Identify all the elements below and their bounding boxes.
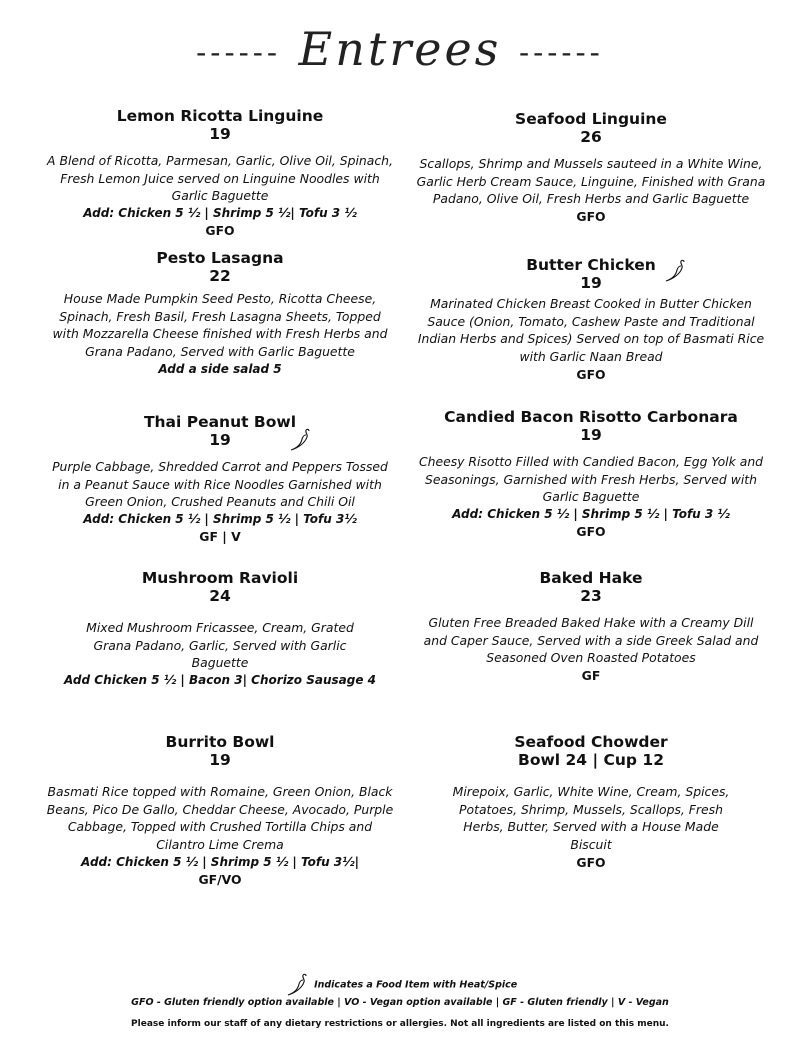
item-addons: Add: Chicken 5 ½ | Shrimp 5 ½ | Tofu 3 ½ <box>452 507 730 522</box>
item-name: Seafood Linguine <box>515 110 667 128</box>
item-dietary-tag: GFO <box>576 209 606 225</box>
item-price: 26 <box>580 128 602 146</box>
chili-pepper-icon <box>283 972 311 998</box>
spice-legend <box>0 972 800 998</box>
menu-item-seafood-linguine <box>416 110 766 225</box>
item-price: 19 <box>580 426 602 444</box>
spice-legend-text: Indicates a Food Item with Heat/Spice <box>314 979 518 991</box>
item-name: Burrito Bowl <box>165 733 275 751</box>
title-left-dashes: ------ <box>196 35 281 71</box>
item-description: Scallops, Shrimp and Mussels sauteed in a White Wine, Garlic Herb Cream Sauce, Linguine, Finished with Grana Padano, Olive Oil, Fresh Herbs and Garlic Baguette <box>416 156 766 207</box>
item-dietary-tag: GFO <box>205 223 235 239</box>
item-description: Gluten Free Breaded Baked Hake with a Creamy Dill and Caper Sauce, Served with a side Greek Salad and Seasoned Oven Roasted Potatoes <box>423 615 759 666</box>
item-price: 22 <box>209 267 231 285</box>
menu-item-butter-chicken <box>416 256 766 383</box>
menu-item-seafood-chowder <box>416 733 766 871</box>
item-price: 19 <box>580 274 602 292</box>
item-dietary-tag: GFO <box>576 854 606 870</box>
item-name: Baked Hake <box>539 569 643 587</box>
item-description: Mirepoix, Garlic, White Wine, Cream, Spices, Potatoes, Shrimp, Mussels, Scallops, Fresh Herbs, Butter, Served with a House Made Biscuit <box>452 784 730 853</box>
item-addons: Add Chicken 5 ½ | Bacon 3| Chorizo Sausage 4 <box>64 673 376 688</box>
item-dietary-tag: GF <box>581 668 601 684</box>
item-name: Butter Chicken <box>526 256 656 274</box>
item-name: Pesto Lasagna <box>156 249 284 267</box>
item-price: 24 <box>209 587 231 605</box>
menu-item-candied-bacon-risotto-carbonara <box>416 408 766 540</box>
item-price: 19 <box>209 751 231 769</box>
item-dietary-tag: GF | V <box>199 529 241 545</box>
item-name: Candied Bacon Risotto Carbonara <box>444 408 738 426</box>
menu-item-baked-hake <box>416 569 766 684</box>
item-price: Bowl 24 | Cup 12 <box>518 751 664 769</box>
menu-item-pesto-lasagna <box>45 249 395 378</box>
item-name: Thai Peanut Bowl <box>143 413 297 431</box>
item-description: Mixed Mushroom Fricassee, Cream, Grated Grana Padano, Garlic, Served with Garlic Baguette <box>86 620 354 671</box>
item-name: Mushroom Ravioli <box>141 569 299 587</box>
chili-pepper-icon <box>662 258 688 284</box>
item-name: Seafood Chowder <box>514 733 668 751</box>
item-name: Lemon Ricotta Linguine <box>116 107 324 125</box>
allergy-notice: Please inform our staff of any dietary restrictions or allergies. Not all ingredients are listed on this menu. <box>131 1019 669 1029</box>
menu-title <box>0 22 800 76</box>
item-description: Basmati Rice topped with Romaine, Green Onion, Black Beans, Pico De Gallo, Cheddar Cheese, Avocado, Purple Cabbage, Topped with Crushed Tortilla Chips and Cilantro Lime Crema <box>46 784 394 853</box>
item-addons: Add a side salad 5 <box>158 361 282 376</box>
item-addons: Add: Chicken 5 ½ | Shrimp 5 ½ | Tofu 3½ <box>83 512 357 527</box>
item-description: A Blend of Ricotta, Parmesan, Garlic, Olive Oil, Spinach, Fresh Lemon Juice served on Linguine Noodles with Garlic Baguette <box>47 153 393 204</box>
item-description: Purple Cabbage, Shredded Carrot and Peppers Tossed in a Peanut Sauce with Rice Noodles Garnished with Green Onion, Crushed Peanuts and Chili Oil <box>52 459 388 510</box>
item-dietary-tag: GFO <box>576 366 606 382</box>
item-description: Marinated Chicken Breast Cooked in Butter Chicken Sauce (Onion, Tomato, Cashew Paste and Traditional Indian Herbs and Spices) Served on top of Basmati Rice with Garlic Naan Bread <box>417 296 765 365</box>
menu-item-mushroom-ravioli <box>45 569 395 689</box>
item-price: 19 <box>209 125 231 143</box>
menu-item-lemon-ricotta-linguine <box>45 107 395 239</box>
item-description: House Made Pumpkin Seed Pesto, Ricotta Cheese, Spinach, Fresh Basil, Fresh Lasagna Sheets, Topped with Mozzarella Cheese finished with Fresh Herbs and Grana Padano, Served with Garlic Baguette <box>52 291 388 360</box>
item-addons: Add: Chicken 5 ½ | Shrimp 5 ½| Tofu 3 ½ <box>83 206 357 221</box>
dietary-legend: GFO - Gluten friendly option available | VO - Vegan option available | GF - Gluten friendly | V - Vegan <box>131 997 669 1008</box>
chili-pepper-icon <box>287 427 313 453</box>
title-right-dashes: ------ <box>518 35 604 71</box>
menu-item-thai-peanut-bowl <box>45 413 395 545</box>
item-price: 19 <box>209 431 231 449</box>
menu-item-burrito-bowl <box>45 733 395 888</box>
item-price: 23 <box>580 587 602 605</box>
item-dietary-tag: GF/VO <box>198 871 242 887</box>
item-addons: Add: Chicken 5 ½ | Shrimp 5 ½ | Tofu 3½| <box>81 854 359 869</box>
item-description: Cheesy Risotto Filled with Candied Bacon, Egg Yolk and Seasonings, Garnished with Fresh Herbs, Served with Garlic Baguette <box>418 454 764 505</box>
title-text: Entrees <box>298 22 502 76</box>
item-dietary-tag: GFO <box>576 524 606 540</box>
